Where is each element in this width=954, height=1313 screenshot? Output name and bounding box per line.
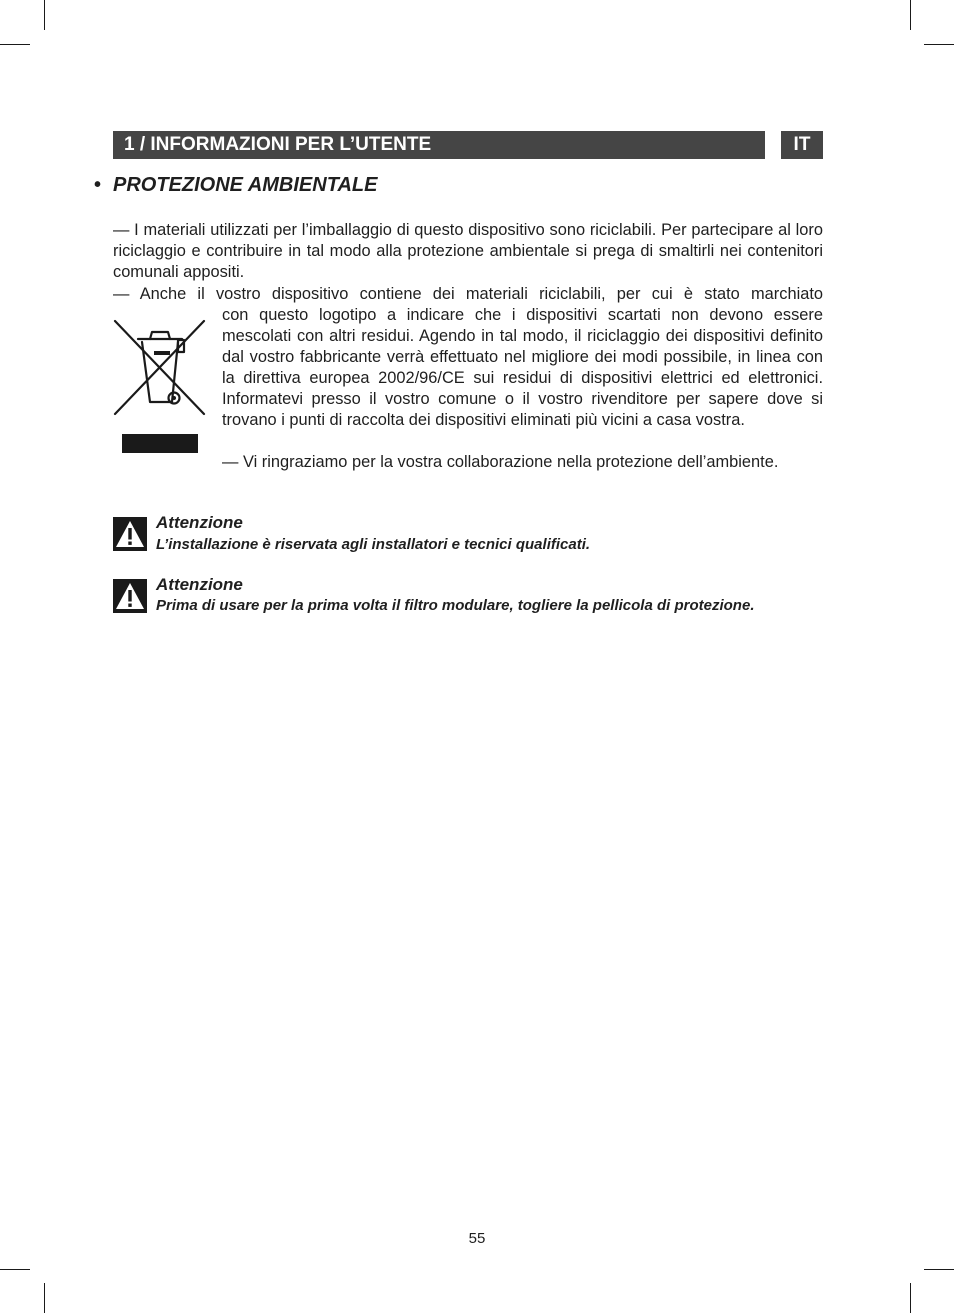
paragraph-device-rest: con questo logotipo a indicare che i dispositivi scartati non devono essere mescolati con altri residui. Agendo in tal modo, il riciclaggio dei dispositivi definito dal vostro fabbricante verrà effettuato nel migliore dei modi possibile, in linea con la direttiva europea 2002/96/CE sui residui di dispositivi elettrici ed elettronici. Informatevi presso il vostro comune o il vostro rivenditore per sapere dove si trovano i punti di raccolta dei dispositivi eliminati più vicini a casa vostra. xyxy=(222,306,823,429)
paragraph-device-first-line: — Anche il vostro dispositivo contiene dei materiali riciclabili, per cui è stato marchiato xyxy=(113,285,823,303)
crop-mark-top-left-v xyxy=(44,0,45,30)
section-header-bar xyxy=(113,131,765,159)
section-title-text: PROTEZIONE AMBIENTALE xyxy=(113,174,378,196)
crop-mark-bottom-left-h xyxy=(0,1269,30,1270)
section-bullet: • xyxy=(94,174,102,196)
crop-mark-bottom-right-v xyxy=(910,1283,911,1313)
crop-mark-top-left-h xyxy=(0,44,30,45)
section-title xyxy=(94,174,377,197)
crossed-out-wheelie-bin-icon xyxy=(112,318,208,418)
warning-text: L’installazione è riservata agli installatori e tecnici qualificati. xyxy=(156,536,591,553)
page-number: 55 xyxy=(468,1230,486,1247)
crop-mark-bottom-left-v xyxy=(44,1283,45,1313)
section-header-label: 1 / INFORMAZIONI PER L’UTENTE xyxy=(124,134,432,155)
language-code: IT xyxy=(793,134,811,155)
warning-title: Attenzione xyxy=(156,575,243,594)
language-badge xyxy=(781,131,823,159)
paragraph-packaging: — I materiali utilizzati per l’imballaggio di questo dispositivo sono riciclabili. Per partecipare al loro riciclaggio e contribuire in tal modo alla protezione ambientale si prega di smaltirli nei contenitori comunali appositi. xyxy=(113,221,823,281)
weee-underline-bar xyxy=(122,434,198,453)
warning-triangle-icon xyxy=(113,579,147,613)
warning-text: Prima di usare per la prima volta il filtro modulare, togliere la pellicola di protezione. xyxy=(156,597,755,614)
crop-mark-top-right-v xyxy=(910,0,911,30)
paragraph-thanks: — Vi ringraziamo per la vostra collaborazione nella protezione dell’ambiente. xyxy=(222,453,779,471)
warning-title: Attenzione xyxy=(156,513,243,532)
crop-mark-bottom-right-h xyxy=(924,1269,954,1270)
warning-triangle-icon xyxy=(113,517,147,551)
crop-mark-top-right-h xyxy=(924,44,954,45)
